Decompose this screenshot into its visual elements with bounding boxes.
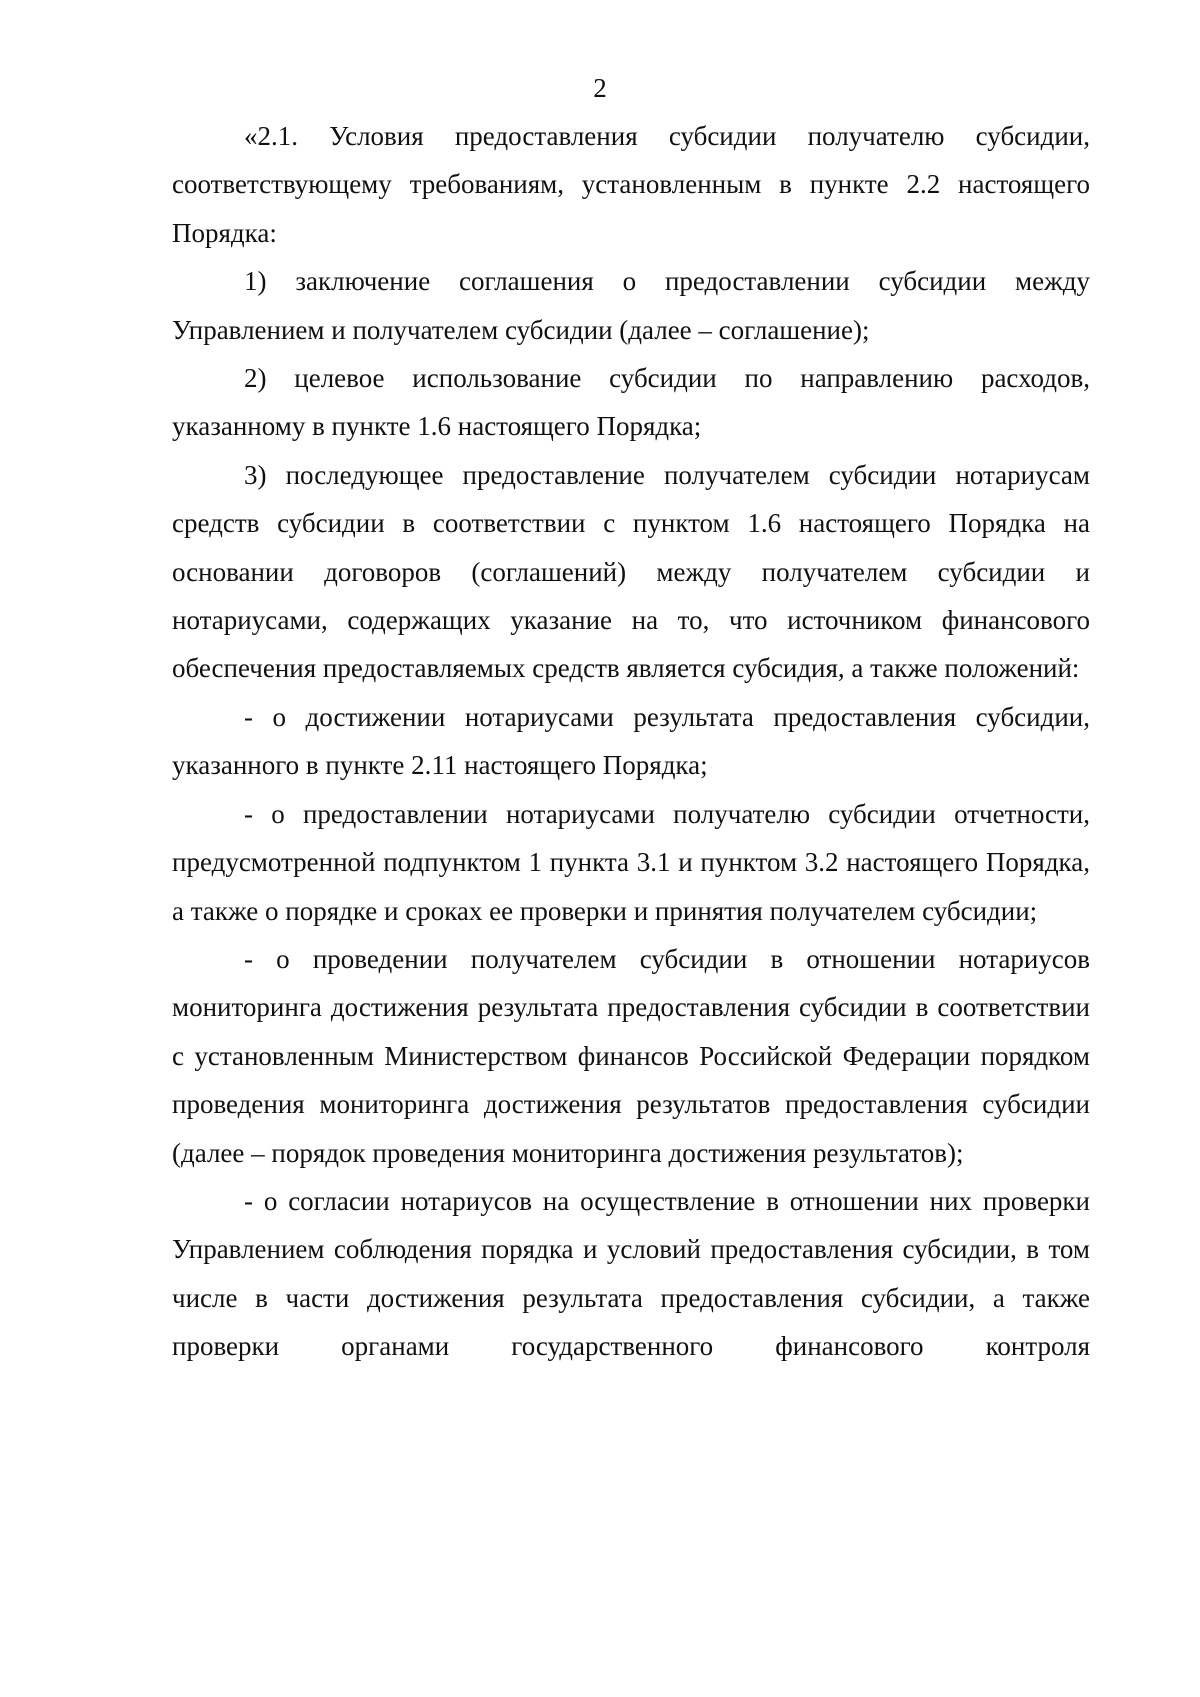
paragraph-2-1-intro: «2.1. Условия предоставления субсидии получателю субсидии, соответствующему требованиям, установленным в пункте 2.2 настоящего Порядка: <box>172 121 1090 248</box>
paragraph-dash-consent: - о согласии нотариусов на осуществление в отношении них проверки Управлением соблюдения порядка и условий предоставления субсидии, в том числе в части достижения результата предоставления субсидии, а также проверки органами государственного финансового контроля <box>172 1185 1090 1362</box>
paragraph-dash-reporting: - о предоставлении нотариусами получателю субсидии отчетности, предусмотренной подпунктом 1 пункта 3.1 и пунктом 3.2 настоящего Порядка, а также о порядке и сроках ее проверки и принятия получателем субсидии; <box>172 798 1090 926</box>
paragraph-item-3: 3) последующее предоставление получателем субсидии нотариусам средств субсидии в соответствии с пунктом 1.6 настоящего Порядка на основании договоров (соглашений) между получателем субсидии и нотариусами, содержащих указание на то, что источником финансового обеспечения предоставляемых средств является субсидия, а также положений: <box>172 459 1090 684</box>
paragraph-dash-result: - о достижении нотариусами результата предоставления субсидии, указанного в пункте 2.11 настоящего Порядка; <box>172 701 1090 781</box>
paragraph-dash-monitoring: - о проведении получателем субсидии в отношении нотариусов мониторинга достижения результата предоставления субсидии в соответствии с установленным Министерством финансов Российской Федерации порядком проведения мониторинга достижения результатов предоставления субсидии (далее – порядок проведения мониторинга достижения результатов); <box>172 943 1090 1168</box>
paragraph-item-2: 2) целевое использование субсидии по направлению расходов, указанному в пункте 1.6 настоящего Порядка; <box>172 363 1090 442</box>
document-body <box>172 112 1090 1371</box>
paragraph-item-1: 1) заключение соглашения о предоставлении субсидии между Управлением и получателем субсидии (далее – соглашение); <box>172 266 1090 345</box>
page-number: 2 <box>593 73 607 103</box>
